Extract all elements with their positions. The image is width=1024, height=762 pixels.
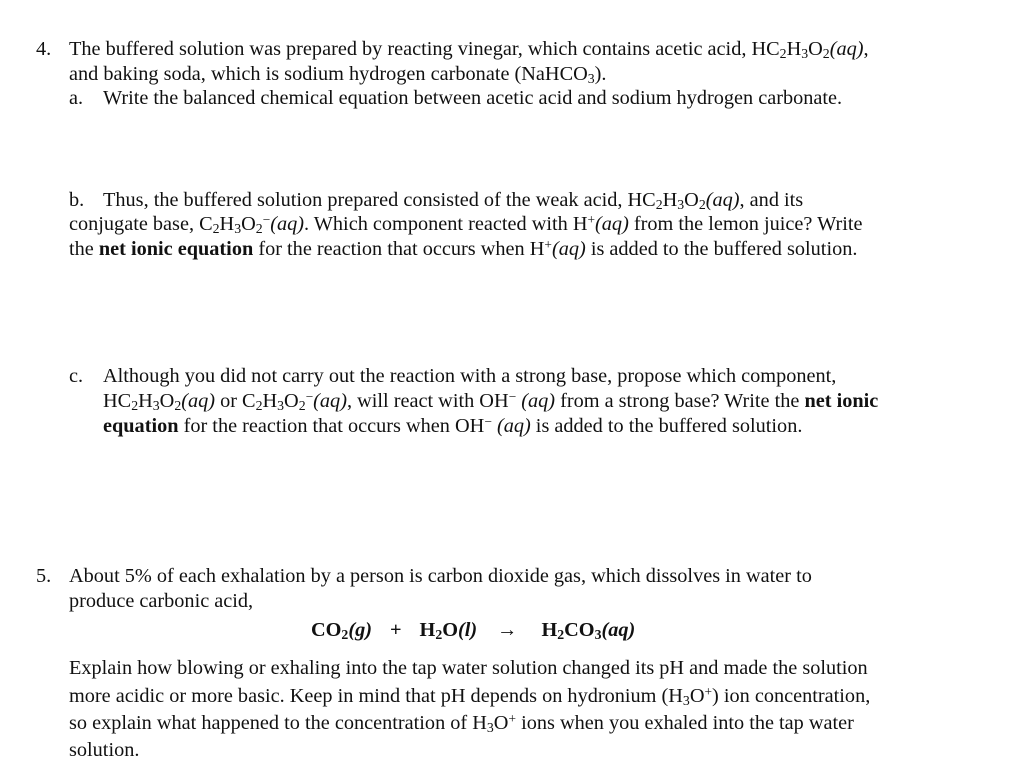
- question-text-line: About 5% of each exhalation by a person is carbon dioxide gas, which dissolves in water to: [69, 565, 812, 587]
- explain-text-line: more acidic or more basic. Keep in mind that pH depends on hydronium $(H_3O^+)$ ion concentration,: [69, 683, 871, 709]
- explain-text-line: so explain what happened to the concentration of $H_3O^+$ ions when you exhaled into the tap water: [69, 710, 854, 736]
- explain-text-line: Explain how blowing or exhaling into the tap water solution changed its pH and made the solution: [69, 657, 868, 679]
- part-b-text-line: the net ionic equation for the reaction that occurs when H+(aq) is added to the buffered solution.: [69, 236, 858, 260]
- reaction-arrow-icon: →: [497, 619, 518, 641]
- question-text-line: and baking soda, which is sodium hydrogen carbonate (NaHCO$_3$).: [69, 63, 607, 87]
- reactant-co2: $CO_2(g)$: [311, 619, 372, 643]
- question-number: 4.: [36, 38, 52, 60]
- question-text-line: produce carbonic acid,: [69, 590, 254, 612]
- plus-sign: +: [389, 619, 402, 641]
- part-b-text-line: Thus, the buffered solution prepared consisted of the weak acid, $HC_2H_3O_2(aq)$, and its: [103, 189, 804, 213]
- question-text-line: The buffered solution was prepared by reacting vinegar, which contains acetic acid, $HC_2H_3O_2(aq)$,: [69, 38, 869, 62]
- reactant-h2o: $H_2O(l)$: [419, 619, 478, 643]
- part-c-text-line: equation for the reaction that occurs when OH− (aq) is added to the buffered solution.: [103, 413, 803, 437]
- explain-text-line: solution.: [69, 739, 140, 761]
- part-c-text-line: Although you did not carry out the reaction with a strong base, propose which component,: [103, 365, 837, 387]
- carbonic-acid-equation: [311, 618, 635, 642]
- part-label: a.: [69, 87, 84, 109]
- part-b-text-line: conjugate base, $C_2H_3O_2^-(aq)$. Which component reacted with H+(aq) from the lemon juice? Write: [69, 211, 863, 237]
- part-label: c.: [69, 365, 84, 387]
- question-number: 5.: [36, 565, 52, 587]
- part-c-text-line: $HC_2H_3O_2(aq)$ or $C_2H_3O_2^-(aq)$, will react with OH− (aq) from a strong base? Write the net ionic: [103, 388, 879, 414]
- product-h2co3: $H_2CO_3(aq)$: [541, 619, 636, 643]
- part-a-text-line: Write the balanced chemical equation between acetic acid and sodium hydrogen carbonate.: [103, 87, 843, 109]
- part-label: b.: [69, 189, 85, 211]
